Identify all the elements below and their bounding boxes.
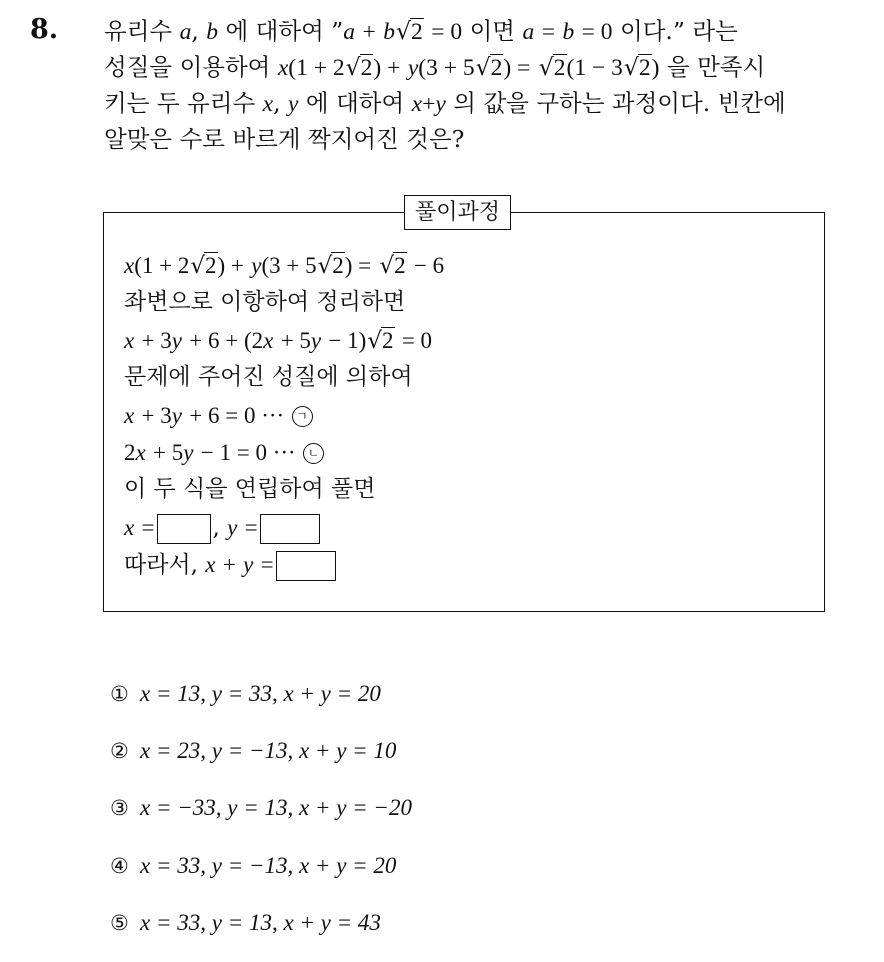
choice-text: x = −33, y = 13, x + y = −20 (140, 795, 412, 821)
blank-y (260, 514, 320, 544)
blank-x (157, 514, 211, 544)
choice-2[interactable] (110, 733, 412, 790)
choice-text: x = 13, y = 33, x + y = 20 (140, 681, 381, 706)
choice-4[interactable] (110, 848, 412, 905)
choice-text: x = 33, y = 13, x + y = 43 (140, 909, 381, 935)
choice-text: x = 23, y = −13, x + y = 10 (140, 738, 397, 764)
solution-line-6: 2x + 5y − 1 = 0 ··· ㄴ (124, 434, 444, 471)
question-stem (104, 14, 866, 157)
question-line-2: 성질을 이용하여 x(1 + 2√2) + y(3 + 5√2) = √2(1 − 3√2) 을 만족시 (104, 53, 766, 81)
choice-marker: ③ (110, 796, 129, 821)
solution-line-8: x = , y = (124, 509, 444, 546)
solution-lines (124, 247, 444, 584)
solution-line-2: 좌변으로 이항하여 정리하면 (124, 289, 406, 316)
choice-5[interactable] (110, 905, 412, 962)
solution-line-7: 이 두 식을 연립하여 풀면 (124, 476, 376, 503)
solution-line-5: x + 3y + 6 = 0 ··· ㄱ (124, 397, 444, 434)
solution-line-4: 문제에 주어진 성질에 의하여 (124, 364, 413, 391)
marker-circle-2: ㄴ (303, 443, 324, 464)
solution-box (103, 200, 825, 612)
choice-marker: ④ (110, 853, 129, 878)
choice-marker: ② (110, 739, 129, 764)
question-number: 8. (30, 14, 59, 45)
solution-box-title: 풀이과정 (404, 195, 511, 230)
question-line-4: 알맞은 수로 바르게 짝지어진 것은? (104, 125, 465, 153)
choice-marker: ⑤ (110, 910, 129, 935)
choice-1[interactable] (110, 676, 412, 733)
solution-line-9: 따라서, x + y = (124, 546, 444, 583)
blank-sum (276, 551, 336, 581)
solution-line-1: x(1 + 2√2) + y(3 + 5√2) = √2 − 6 (124, 253, 445, 279)
choice-3[interactable] (110, 790, 412, 847)
marker-circle-1: ㄱ (292, 406, 313, 427)
answer-choices (110, 676, 412, 962)
choice-marker: ① (110, 682, 129, 706)
solution-line-3: x + 3y + 6 + (2x + 5y − 1)√2 = 0 (124, 327, 433, 354)
question-line-3: 키는 두 유리수 x, y 에 대하여 x+y 의 값을 구하는 과정이다. 빈칸에 (104, 89, 786, 117)
question-line-1: 유리수 a, b 에 대하여 ”a + b√2 = 0 이면 a = b = 0 이다.” 라는 (104, 17, 738, 45)
choice-text: x = 33, y = −13, x + y = 20 (140, 852, 397, 878)
